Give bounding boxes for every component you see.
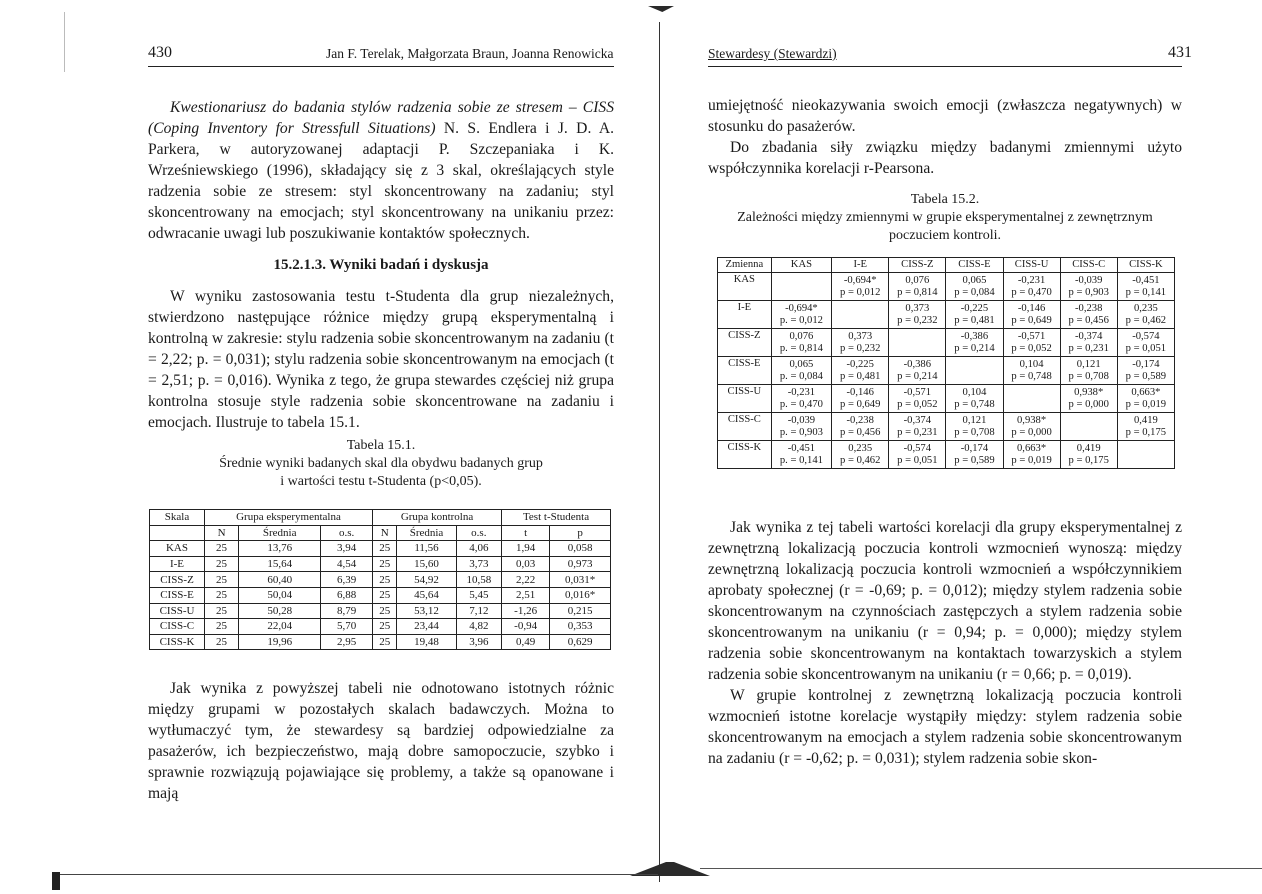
- table2-p-value: p = 0,708: [1068, 370, 1109, 382]
- table1-cell: 25: [205, 619, 239, 635]
- table2-row-label: KAS: [718, 273, 772, 301]
- table2-p-value: p = 0,214: [897, 370, 938, 382]
- table1-cell: 25: [205, 572, 239, 588]
- table1-cell: 1,94: [502, 541, 550, 557]
- table2-correlation: -0,571: [1017, 330, 1046, 342]
- table1-row: [150, 572, 611, 588]
- table2-column-header: CISS-Z: [889, 258, 946, 273]
- table2-p-value: p = 0,012: [840, 286, 881, 298]
- table2-p-value: p = 0,051: [897, 454, 938, 466]
- table1-cell: 0,973: [550, 556, 611, 572]
- table2-cell: [1060, 413, 1117, 441]
- table2-p-value: p = 0,456: [840, 426, 881, 438]
- table2-p-value: p = 0,903: [1068, 286, 1109, 298]
- table1-cell: 25: [372, 634, 396, 650]
- table2-correlation: -0,451: [787, 442, 816, 454]
- table1-body: [150, 541, 611, 650]
- table2-p-value: p. = 0,903: [779, 426, 823, 438]
- table1-row: [150, 556, 611, 572]
- table2-p-value: p = 0,232: [897, 314, 938, 326]
- table2-cell: [1117, 301, 1174, 329]
- table1-cell: 25: [372, 541, 396, 557]
- table1-cell: 0,03: [502, 556, 550, 572]
- table2-cell: [1060, 273, 1117, 301]
- table1-cell: -1,26: [502, 603, 550, 619]
- table2-correlation: 0,235: [1133, 302, 1158, 314]
- table2-cell: [771, 301, 831, 329]
- table1-row: [150, 619, 611, 635]
- table2-cell: [1117, 357, 1174, 385]
- table2-p-value: p = 0,019: [1125, 398, 1167, 410]
- table1-caption-line1: Średnie wyniki badanych skal dla obydwu badanych grup: [219, 456, 543, 471]
- table1-cell: 3,73: [456, 556, 502, 572]
- table2-caption-line2: poczuciem kontroli.: [889, 228, 1001, 243]
- table1-cell: 0,353: [550, 619, 611, 635]
- table2-p-value: p = 0,231: [1068, 342, 1109, 354]
- table1-cell: 25: [205, 541, 239, 557]
- table1-cell: 15,64: [239, 556, 321, 572]
- table2-correlation: 0,121: [962, 414, 987, 426]
- table2-p-value: p = 0,470: [1011, 286, 1052, 298]
- table2-correlation: -0,574: [1132, 330, 1160, 342]
- table2-correlation: 0,938*: [1017, 414, 1047, 426]
- table2-correlation: -0,174: [960, 442, 989, 454]
- table1-cell: 2,22: [502, 572, 550, 588]
- table2-p-value: p = 0,481: [954, 314, 995, 326]
- table2-p-value: p = 0,748: [954, 398, 995, 410]
- table2-p-value: p. = 0,084: [779, 370, 823, 382]
- table2-cell: [832, 357, 889, 385]
- table1-cell: 0,031*: [550, 572, 611, 588]
- table2-correlation: 0,104: [1019, 358, 1044, 370]
- table1-cell: 25: [372, 603, 396, 619]
- table2-row: [718, 385, 1175, 413]
- table2-column-header: CISS-E: [946, 258, 1003, 273]
- table2-cell: [889, 413, 946, 441]
- table2-column-header: CISS-C: [1060, 258, 1117, 273]
- table1-sub-sd: o.s.: [456, 525, 502, 541]
- table2-cell: [1003, 385, 1060, 413]
- table2-p-value: p = 0,019: [1011, 454, 1052, 466]
- table2-correlation: -0,574: [903, 442, 932, 454]
- table2-p-value: p = 0,748: [1011, 370, 1052, 382]
- table2-p-value: p = 0,708: [954, 426, 995, 438]
- table2-cell: [1117, 385, 1174, 413]
- table1-cell: 4,54: [321, 556, 373, 572]
- table1-cell: 0,629: [550, 634, 611, 650]
- table1-cell: 0,215: [550, 603, 611, 619]
- table2-caption-line1: Zależności między zmiennymi w grupie eksperymentalnej z zewnętrznym: [737, 210, 1153, 225]
- table1-caption-line2: i wartości testu t-Studenta (p<0,05).: [280, 474, 482, 489]
- table1-cell: 45,64: [397, 587, 456, 603]
- table2-cell: [771, 413, 831, 441]
- table2-cell: [946, 441, 1003, 469]
- table2-correlation: 0,065: [962, 274, 987, 286]
- table1-cell: 25: [372, 587, 396, 603]
- table2-p-value: p. = 0,814: [779, 342, 823, 354]
- table2-column-header: KAS: [771, 258, 831, 273]
- table2-cell: [771, 329, 831, 357]
- table2: [717, 257, 1175, 469]
- table2-correlation: 0,419: [1076, 442, 1101, 454]
- table2-correlation: 0,104: [962, 386, 987, 398]
- table1-row: [150, 587, 611, 603]
- table1: [149, 509, 611, 650]
- header-rule: [148, 66, 614, 67]
- table1-cell: 8,79: [321, 603, 373, 619]
- discussion-paragraph: Jak wynika z tej tabeli wartości korelacji dla grupy eksperymentalnej z zewnętrzną lokalizacją poczucia kontroli wzmocnień wynoszą: między zewnętrzną lokalizacją poczucia kontroli wzmocnień a współczynnikiem aprobaty społecznej (r = -0,69; p. = 0,012); między stylem radzenia sobie skoncentrowanym na czynnościach zastępczych a stylem radzenia sobie skoncentrowanym na unikaniu (r = 0,94; p. = 0,000); między stylem radzenia sobie skoncentrowanym na kontaktach towarzyskich a stylem radzenia sobie skoncentrowanym na unikaniu (r = 0,66; p. = 0,019).: [708, 519, 1182, 683]
- table1-cell: 4,06: [456, 541, 502, 557]
- table2-corner-header: Zmienna: [718, 258, 772, 273]
- table1-row: [150, 634, 611, 650]
- table2-p-value: p = 0,462: [1125, 314, 1167, 326]
- header-rule: [708, 66, 1182, 67]
- table2-cell: [771, 357, 831, 385]
- table1-cell: 0,016*: [550, 587, 611, 603]
- table2-cell: [1117, 441, 1174, 469]
- table1-cell: 25: [205, 556, 239, 572]
- table2-cell: [1117, 413, 1174, 441]
- table2-row-label: CISS-E: [718, 357, 772, 385]
- table2-p-value: p. = 0,141: [779, 454, 823, 466]
- table2-row: [718, 273, 1175, 301]
- section-title: 15.2.1.3. Wyniki badań i dyskusja: [273, 257, 489, 273]
- table2-row: [718, 329, 1175, 357]
- table1-cell: 5,70: [321, 619, 373, 635]
- table1-cell: 19,48: [397, 634, 456, 650]
- table2-cell: [1003, 301, 1060, 329]
- table2-correlation: -0,386: [960, 330, 989, 342]
- table2-correlation: -0,238: [846, 414, 874, 426]
- table2-p-value: p = 0,000: [1068, 398, 1109, 410]
- table1-cell: 25: [205, 634, 239, 650]
- table2-row-label: CISS-K: [718, 441, 772, 469]
- page-number: 431: [1168, 44, 1192, 61]
- table2-correlation: -0,225: [960, 302, 989, 314]
- table2-cell: [1117, 329, 1174, 357]
- table2-cell: [1117, 273, 1174, 301]
- table2-row-label: I-E: [718, 301, 772, 329]
- table2-column-header: CISS-U: [1003, 258, 1060, 273]
- table2-correlation: 0,419: [1133, 414, 1158, 426]
- table2-cell: [946, 357, 1003, 385]
- table2-correlation: 0,938*: [1074, 386, 1104, 398]
- table2-cell: [1060, 329, 1117, 357]
- table1-row-label: CISS-U: [150, 603, 205, 619]
- table2-cell: [832, 329, 889, 357]
- table1-row-label: KAS: [150, 541, 205, 557]
- table1-cell: 25: [205, 603, 239, 619]
- intro-paragraph: [148, 97, 614, 244]
- table2-p-value: p. = 0,470: [779, 398, 823, 410]
- table1-row-label: I-E: [150, 556, 205, 572]
- table2-correlation: 0,373: [848, 330, 873, 342]
- table2-column-header: CISS-K: [1117, 258, 1174, 273]
- table2-p-value: p = 0,175: [1125, 426, 1167, 438]
- table2-cell: [1003, 441, 1060, 469]
- table2-p-value: p = 0,000: [1011, 426, 1052, 438]
- table1-cell: 25: [205, 587, 239, 603]
- table2-cell: [832, 385, 889, 413]
- table2-correlation: -0,694*: [843, 274, 877, 286]
- table1-sub-sd: o.s.: [321, 525, 373, 541]
- table2-p-value: p = 0,051: [1125, 342, 1167, 354]
- table2-correlation: 0,663*: [1017, 442, 1047, 454]
- table2-correlation: -0,374: [1075, 330, 1103, 342]
- table2-correlation: 0,235: [848, 442, 873, 454]
- table2-cell: [1060, 385, 1117, 413]
- table1-header-ctrl: Grupa kontrolna: [372, 510, 501, 526]
- continued-paragraph: umiejętność nieokazywania swoich emocji (zwłaszcza negatywnych) w stosunku do pasażerów.: [708, 97, 1182, 135]
- table2-p-value: p = 0,052: [897, 398, 938, 410]
- table2-p-value: p = 0,231: [897, 426, 938, 438]
- table2-p-value: p = 0,481: [840, 370, 881, 382]
- table2-p-value: p = 0,456: [1068, 314, 1109, 326]
- table1-row-label: CISS-E: [150, 587, 205, 603]
- table1-cell: 54,92: [397, 572, 456, 588]
- table2-correlation: 0,663*: [1131, 386, 1161, 398]
- table2-correlation: -0,571: [903, 386, 932, 398]
- table2-row-label: CISS-U: [718, 385, 772, 413]
- table1-sub-mean: Średnia: [397, 525, 456, 541]
- table2-p-value: p. = 0,012: [779, 314, 823, 326]
- table2-correlation: -0,694*: [785, 302, 818, 314]
- table2-cell: [889, 385, 946, 413]
- table2-p-value: p = 0,214: [954, 342, 995, 354]
- table2-cell: [946, 329, 1003, 357]
- table1-cell: 19,96: [239, 634, 321, 650]
- table2-cell: [946, 273, 1003, 301]
- table1-sub-n: N: [372, 525, 396, 541]
- intro-text-2: N. S. Endlera i J. D. A. Parkera,: [148, 120, 614, 158]
- table1-header-test: Test t-Studenta: [502, 510, 611, 526]
- table2-correlation: -0,231: [1017, 274, 1046, 286]
- table1-cell: 13,76: [239, 541, 321, 557]
- table2-p-value: p = 0,232: [840, 342, 881, 354]
- table2-cell: [1060, 357, 1117, 385]
- table1-cell: 2,95: [321, 634, 373, 650]
- table1-row-label: CISS-Z: [150, 572, 205, 588]
- table1-header-skala: Skala: [150, 510, 205, 526]
- intro-italic-1: Kwestionariusz do badania stylów radzenia sobie ze stresem – CISS: [170, 99, 614, 116]
- results-paragraph: W wyniku zastosowania testu t-Studenta dla grup niezależnych, stwierdzono następujące różnice między grupą eksperymentalną i kontrolną w zakresie: stylu radzenia sobie skoncentrowanym na zadaniu (t = 2,22; p. = 0,031); stylu radzenia sobie skoncentrowanym na emocjach (t = 2,51; p. = 0,016). Wynika z tego, że grupa stewardes częściej niż grupa kontrolna stosuje style radzenia sobie skoncentrowane na zadaniu i emocjach. Ilustruje to tabela 15.1.: [148, 288, 614, 431]
- intro-italic-2: (Coping Inventory for Stressfull Situations): [148, 120, 436, 137]
- table2-cell: [946, 413, 1003, 441]
- table2-row-label: CISS-C: [718, 413, 772, 441]
- table1-cell: 7,12: [456, 603, 502, 619]
- table1-cell: 25: [372, 572, 396, 588]
- table2-p-value: p = 0,175: [1068, 454, 1109, 466]
- table1-cell: 3,96: [456, 634, 502, 650]
- table1-cell: 4,82: [456, 619, 502, 635]
- table2-cell: [1003, 357, 1060, 385]
- table1-cell: 5,45: [456, 587, 502, 603]
- table2-cell: [889, 273, 946, 301]
- table2-correlation: -0,231: [787, 386, 816, 398]
- table2-correlation: -0,238: [1075, 302, 1103, 314]
- table2-cell: [832, 301, 889, 329]
- table2-p-value: p = 0,649: [1011, 314, 1052, 326]
- page-number: 430: [148, 44, 172, 61]
- table2-cell: [1003, 413, 1060, 441]
- table2-row-label: CISS-Z: [718, 329, 772, 357]
- table2-cell: [1060, 441, 1117, 469]
- control-paragraph: W grupie kontrolnej z zewnętrzną lokalizacją poczucia kontroli wzmocnień istotne korelacje wystąpiły między: stylem radzenia sobie skoncentrowanym na emocjach a stylem radzenia sobie skoncentrowanym na zadaniu (r = -0,62; p. = 0,031); stylem radzenia sobie skon-: [708, 687, 1182, 767]
- table2-title: Tabela 15.2.: [910, 192, 980, 207]
- table2-cell: [832, 413, 889, 441]
- table2-p-value: p = 0,052: [1011, 342, 1052, 354]
- table2-row: [718, 357, 1175, 385]
- table2-correlation: -0,374: [903, 414, 932, 426]
- table1-cell: 3,94: [321, 541, 373, 557]
- table2-p-value: p = 0,141: [1125, 286, 1167, 298]
- table2-row: [718, 441, 1175, 469]
- table1-cell: 60,40: [239, 572, 321, 588]
- table2-cell: [832, 441, 889, 469]
- table2-correlation: -0,451: [1132, 274, 1160, 286]
- table2-correlation: -0,039: [787, 414, 816, 426]
- table1-cell: 6,39: [321, 572, 373, 588]
- table2-cell: [1060, 301, 1117, 329]
- method-paragraph: Do zbadania siły związku między badanymi zmiennymi użyto współczynnika korelacji r-Pearsona.: [708, 139, 1182, 177]
- table2-correlation: -0,386: [903, 358, 932, 370]
- table1-sub-mean: Średnia: [239, 525, 321, 541]
- running-header: Jan F. Terelak, Małgorzata Braun, Joanna Renowicka: [326, 46, 614, 61]
- table1-row-label: CISS-C: [150, 619, 205, 635]
- table1-cell: 11,56: [397, 541, 456, 557]
- table2-caption: [708, 191, 1182, 245]
- table1-header-exp: Grupa eksperymentalna: [205, 510, 373, 526]
- table1-row-label: CISS-K: [150, 634, 205, 650]
- table1-row: [150, 541, 611, 557]
- table2-correlation: -0,146: [1017, 302, 1046, 314]
- table2-cell: [1003, 329, 1060, 357]
- table1-sub-n: N: [205, 525, 239, 541]
- table2-correlation: -0,225: [846, 358, 874, 370]
- table2-cell: [889, 357, 946, 385]
- table1-cell: 25: [372, 619, 396, 635]
- table1-cell: 6,88: [321, 587, 373, 603]
- table2-cell: [1003, 273, 1060, 301]
- table1-sub-p: p: [550, 525, 611, 541]
- table1-cell: 22,04: [239, 619, 321, 635]
- table2-cell: [889, 329, 946, 357]
- table2-p-value: p = 0,649: [840, 398, 881, 410]
- closing-paragraph: Jak wynika z powyższej tabeli nie odnotowano istotnych różnic między grupami w pozostałych skalach badawczych. Można to wytłumaczyć tym, że stewardesy są bardziej odpowiedzialne za pasażerów, ich bezpieczeństwo, mają dobre samopoczucie, szybko i sprawnie rozwiązują pojawiające się problemy, a także są opanowane i mają: [148, 680, 614, 802]
- table2-cell: [771, 273, 831, 301]
- table1-title: Tabela 15.1.: [346, 438, 416, 453]
- table2-correlation: 0,065: [789, 358, 814, 370]
- table1-cell: 10,58: [456, 572, 502, 588]
- table1-cell: 2,51: [502, 587, 550, 603]
- intro-text-3: w autoryzowanej adaptacji P. Szczepaniaka i K. Wrześniewskiego (1996), składający się z 3 skal, określających style radzenia sobie ze stresem: styl skoncentrowany na zadaniu; styl skoncentrowany na emocjach; styl skoncentrowany na unikaniu przez: odwracanie uwagi lub poszukiwanie kontaktów społecznych.: [148, 141, 614, 242]
- table2-p-value: p = 0,814: [897, 286, 938, 298]
- table1-sub-empty: [150, 525, 205, 541]
- table2-cell: [771, 385, 831, 413]
- table2-cell: [889, 441, 946, 469]
- table2-correlation: 0,121: [1076, 358, 1101, 370]
- table2-row: [718, 301, 1175, 329]
- table2-cell: [889, 301, 946, 329]
- table2-correlation: 0,076: [905, 274, 930, 286]
- table2-column-header: I-E: [832, 258, 889, 273]
- table2-correlation: 0,373: [905, 302, 930, 314]
- table2-cell: [946, 385, 1003, 413]
- table2-body: [718, 273, 1175, 469]
- table2-cell: [771, 441, 831, 469]
- table1-cell: 23,44: [397, 619, 456, 635]
- table1-cell: 25: [372, 556, 396, 572]
- table2-cell: [832, 273, 889, 301]
- table2-correlation: -0,174: [1132, 358, 1160, 370]
- table2-correlation: -0,039: [1075, 274, 1103, 286]
- table2-p-value: p = 0,589: [954, 454, 995, 466]
- table2-p-value: p = 0,084: [954, 286, 995, 298]
- table2-p-value: p = 0,462: [840, 454, 881, 466]
- table1-cell: 50,04: [239, 587, 321, 603]
- table2-p-value: p = 0,589: [1125, 370, 1167, 382]
- table2-correlation: 0,076: [789, 330, 814, 342]
- table1-cell: -0,94: [502, 619, 550, 635]
- table1-cell: 0,49: [502, 634, 550, 650]
- table1-cell: 15,60: [397, 556, 456, 572]
- table1-cell: 53,12: [397, 603, 456, 619]
- table2-correlation: -0,146: [846, 386, 874, 398]
- table1-cell: 0,058: [550, 541, 611, 557]
- table2-row: [718, 413, 1175, 441]
- table1-cell: 50,28: [239, 603, 321, 619]
- table1-row: [150, 603, 611, 619]
- table1-caption: [148, 437, 614, 491]
- table2-cell: [946, 301, 1003, 329]
- table1-sub-t: t: [502, 525, 550, 541]
- running-header: Stewardesy (Stewardzi): [708, 46, 837, 61]
- table2-header-row: [718, 258, 1175, 273]
